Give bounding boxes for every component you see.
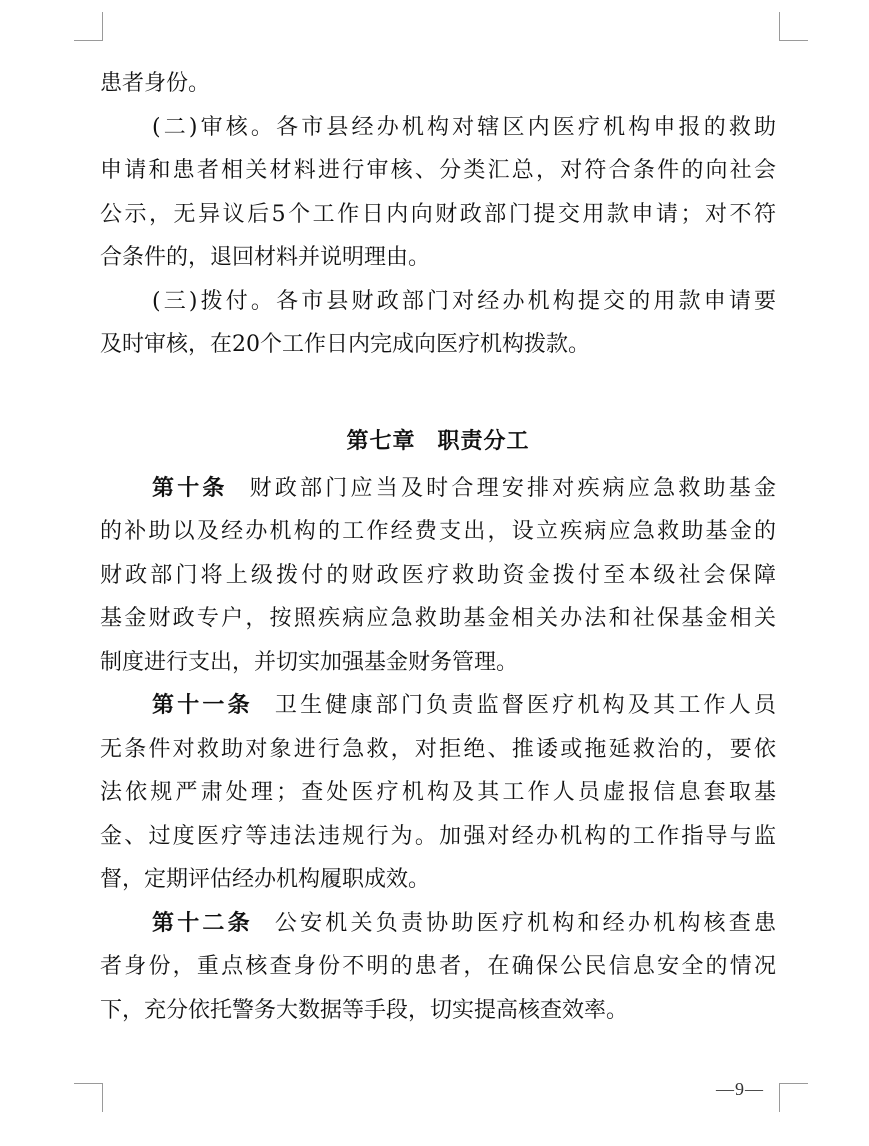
- article-text: 财政部门应当及时合理安排对疾病应急救助基金: [249, 475, 776, 501]
- text-line: 及时审核，在20个工作日内完成向医疗机构拨款。: [100, 332, 590, 357]
- text-line: 的补助以及经办机构的工作经费支出，设立疾病应急救助基金的: [100, 519, 776, 544]
- article-first-line: [100, 467, 776, 511]
- chapter-number: 第七章: [346, 427, 416, 454]
- paragraph-review: [100, 106, 776, 280]
- text-line: 下，充分依托警务大数据等手段，切实提高核查效率。: [100, 997, 629, 1023]
- article-text: 公安机关负责协助医疗机构和经办机构核查患: [274, 910, 776, 936]
- article-first-line: [100, 902, 776, 946]
- article-label: 第十一条: [152, 692, 253, 718]
- text-line: 金、过度医疗等违法违规行为。加强对经办机构的工作指导与监: [100, 823, 776, 849]
- chapter-title: 职责分工: [437, 427, 530, 454]
- article-label: 第十二条: [152, 909, 253, 936]
- article-first-line: [100, 684, 776, 728]
- text-line: 申请和患者相关材料进行审核、分类汇总，对符合条件的向社会: [100, 158, 776, 183]
- text-line: 者身份，重点核查身份不明的患者，在确保公民信息安全的情况: [100, 954, 776, 979]
- article-12: [100, 902, 776, 1033]
- article-11: [100, 684, 776, 902]
- article-label: 第十条: [152, 474, 228, 501]
- text-line: 督，定期评估经办机构履职成效。: [100, 867, 431, 892]
- crop-mark-bottom-left: [74, 1083, 103, 1112]
- crop-mark-bottom-right: [779, 1083, 808, 1112]
- text-line: (三)拨付。各市县财政部门对经办机构提交的用款申请要: [152, 288, 776, 314]
- paragraph-payment: [100, 280, 776, 367]
- article-10: [100, 467, 776, 685]
- text-line: 制度进行支出，并切实加强基金财务管理。: [100, 649, 519, 675]
- text-line: 患者身份。: [100, 71, 211, 96]
- section-gap: [100, 367, 776, 415]
- document-body: [100, 62, 776, 1032]
- crop-mark-top-left: [74, 12, 103, 41]
- text-line: 法依规严肃处理；查处医疗机构及其工作人员虚报信息套取基: [100, 780, 776, 805]
- chapter-heading: [100, 415, 776, 467]
- page-number: —9—: [716, 1079, 764, 1099]
- paragraph-continuation: [100, 62, 776, 106]
- crop-mark-top-right: [779, 12, 808, 41]
- text-line: (二)审核。各市县经办机构对辖区内医疗机构申报的救助: [152, 114, 776, 140]
- text-line: 无条件对救助对象进行急救，对拒绝、推诿或拖延救治的，要依: [100, 736, 776, 762]
- text-line: 财政部门将上级拨付的财政医疗救助资金拨付至本级社会保障: [100, 562, 776, 588]
- text-line: 基金财政专户，按照疾病应急救助基金相关办法和社保基金相关: [100, 606, 776, 631]
- text-line: 合条件的，退回材料并说明理由。: [100, 245, 431, 270]
- text-line: 公示，无异议后5个工作日内向财政部门提交用款申请；对不符: [100, 201, 776, 227]
- article-text: 卫生健康部门负责监督医疗机构及其工作人员: [274, 693, 776, 718]
